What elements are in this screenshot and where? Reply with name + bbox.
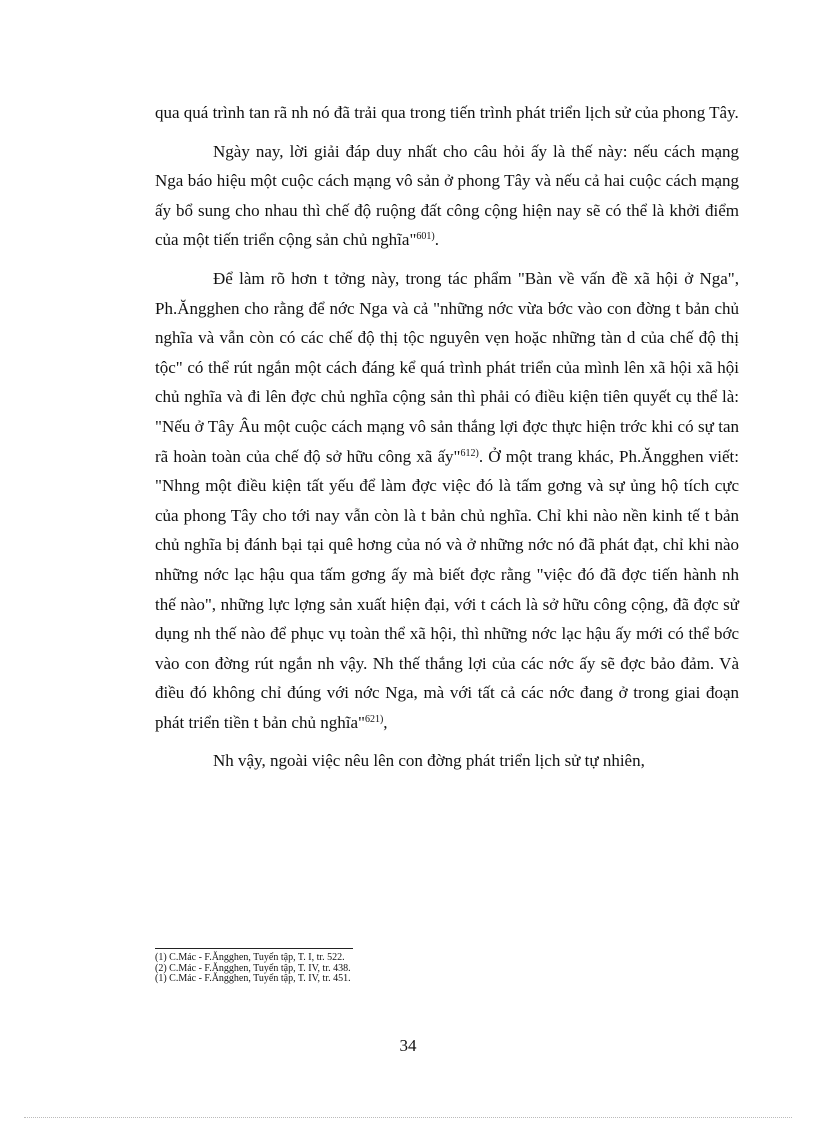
paragraph-3-tail: , [383,712,388,732]
footnotes [155,953,655,985]
paragraph-2-tail: . [434,230,439,250]
footnote-item: (1) C.Mác - F.Ăngghen, Tuyển tập, T. I, tr. 522. [155,952,345,963]
paragraph-4 [155,746,739,776]
footnote-ref: 621) [364,713,384,725]
paragraph-3-text: Để làm rõ hơn t tởng này, trong tác phẩm "Bàn về vấn đề xã hội ở Nga", Ph.Ăngghen cho rằng để nớc Nga và cả "những nớc vừa bớc vào con đờng t bản chủ nghĩa và vẫn còn có các chế độ thị tộc nguyên vẹn hoặc những tàn d của chế độ thị tộc" có thể rút ngắn một cách đáng kể quá trình phát triển của mình lên xã hội xã hội chủ nghĩa và đi lên đợc chủ nghĩa cộng sản thì phải có điều kiện tiên quyết cụ thể là: "Nếu ở Tây Âu một cuộc cách mạng vô sản thắng lợi đợc thực hiện trớc khi có sự tan rã hoàn toàn của chế độ sở hữu công xã ấy" [155,268,739,466]
body-text [155,98,739,785]
paragraph-3 [155,264,739,738]
paragraph-2-text: Ngày nay, lời giải đáp duy nhất cho câu hỏi ấy là thế này: nếu cách mạng Nga báo hiệu một cuộc cách mạng vô sản ở phong Tây và nếu cả hai cuộc cách mạng ấy bổ sung cho nhau thì chế độ ruộng đất công cộng hiện nay sẽ có thể là khởi điểm của một tiến triển cộng sản chủ nghĩa" [155,141,739,250]
paragraph-1-text: qua quá trình tan rã nh nó đã trải qua trong tiến trình phát triển lịch sử của phong Tây. [155,103,739,122]
footnote-item: (1) C.Mác - F.Ăngghen, Tuyển tập, T. IV, tr. 451. [155,973,351,984]
paragraph-3-middle: . Ở một trang khác, Ph.Ăngghen viết: "Nhng một điều kiện tất yếu để làm đợc việc đó là tấm gơng và sự ủng hộ tích cực của phong Tây cho tới nay vẫn còn là t bản chủ nghĩa. Chỉ khi nào nền kinh tế t bản chủ nghĩa bị đánh bại tại quê hơng của nó và ở những nớc nó đã phát đạt, chỉ khi nào những nớc lạc hậu qua tấm gơng ấy mà biết đợc rằng "việc đó đã đợc tiến hành nh thế nào", những lực lợng sản xuất hiện đại, với t cách là sở hữu công cộng, đã đợc sử dụng nh thế nào để phục vụ toàn thể xã hội, thì những nớc lạc hậu ấy mới có thể bớc vào con đờng rút ngắn nh vậy. Nh thế thắng lợi của các nớc ấy sẽ đợc bảo đảm. Và điều đó không chỉ đúng với nớc Nga, mà với tất cả các nớc đang ở trong giai đoạn phát triển tiền t bản chủ nghĩa" [155,446,739,732]
footnote-item: (2) C.Mác - F.Ăngghen, Tuyển tập, T. IV, tr. 438. [155,962,351,974]
paragraph-4-text: Nh vậy, ngoài việc nêu lên con đờng phát triển lịch sử tự nhiên, [213,751,645,771]
footnote-ref: 612) [460,447,479,459]
footnote-divider [155,948,353,949]
footnote-ref: 601) [416,231,435,243]
paragraph-1 [155,98,739,128]
page-bottom-border [24,1117,792,1118]
paragraph-2 [155,137,739,255]
page-number: 34 [399,1036,417,1055]
